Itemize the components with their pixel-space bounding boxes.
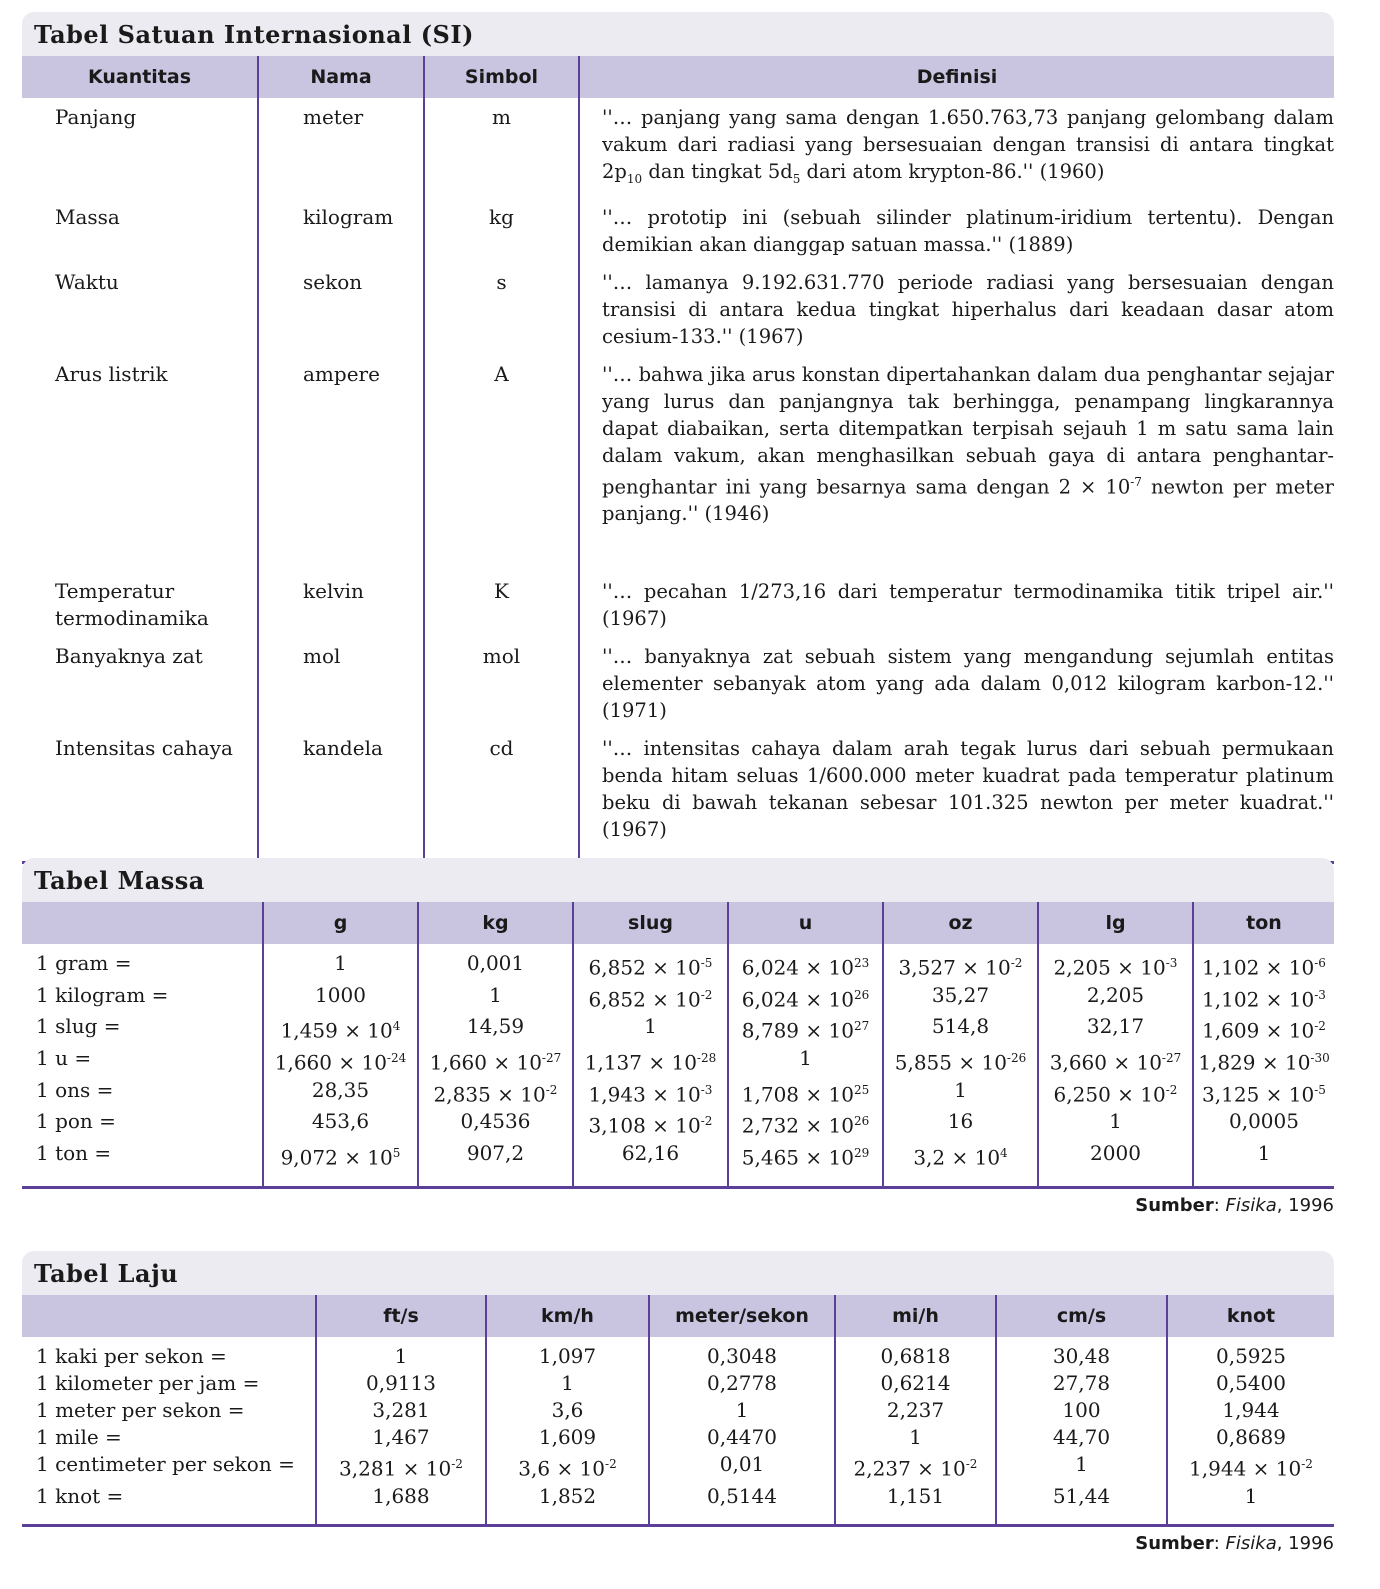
table-row	[22, 1451, 1334, 1483]
table-cell: 1	[883, 1077, 1038, 1109]
source-book: Fisika	[1225, 1194, 1277, 1216]
table-cell: $1,609 \times 10^{-2}$	[1193, 1013, 1334, 1045]
column-header: mi/h	[835, 1295, 996, 1337]
table-row	[22, 982, 1334, 1014]
cell-quantity: Intensitas cahaya	[55, 736, 233, 761]
table-cell: $1,102 \times 10^{-6}$	[1193, 944, 1334, 982]
table-cell: 1,609	[486, 1424, 649, 1451]
row-label: 1 mile =	[36, 1425, 122, 1449]
table-cell: 1000	[263, 982, 418, 1014]
table-row	[22, 1108, 1334, 1140]
cell-name: ampere	[258, 355, 424, 573]
table-cell: $5,855 \times 10^{-26}$	[883, 1045, 1038, 1077]
table-cell: 3,281	[316, 1397, 486, 1424]
table-row	[22, 1077, 1334, 1109]
table-cell: $2,237 \times 10^{-2}$	[835, 1451, 996, 1483]
column-header	[22, 902, 263, 944]
table-cell: 0,001	[418, 944, 573, 982]
cell-symbol: kg	[424, 198, 579, 263]
table-cell: 30,48	[996, 1337, 1167, 1370]
cell-symbol: A	[424, 355, 579, 573]
column-header: g	[263, 902, 418, 944]
column-header: ton	[1193, 902, 1334, 944]
column-header: kg	[418, 902, 573, 944]
header-nama: Nama	[258, 56, 424, 98]
table-cell: 1,688	[316, 1483, 486, 1526]
table-cell: 1,151	[835, 1483, 996, 1526]
source-label: Sumber	[1135, 1194, 1214, 1216]
row-label: 1 kilometer per jam =	[36, 1371, 260, 1395]
table-cell: 2000	[1038, 1140, 1193, 1187]
cell-name: meter	[258, 98, 424, 198]
table-row	[22, 1337, 1334, 1370]
table-row	[22, 1140, 1334, 1187]
table-row	[22, 1424, 1334, 1451]
table-cell: 1	[835, 1424, 996, 1451]
cell-symbol: mol	[424, 637, 579, 729]
column-header: slug	[573, 902, 728, 944]
table-cell: $1,459 \times 10^4$	[263, 1013, 418, 1045]
table-cell: $6,024 \times 10^{26}$	[728, 982, 883, 1014]
table-cell: 3,6	[486, 1397, 649, 1424]
table-cell: $1,660 \times 10^{-24}$	[263, 1045, 418, 1077]
table-cell: $3,6 \times 10^{-2}$	[486, 1451, 649, 1483]
row-label: 1 u =	[36, 1045, 92, 1070]
mass-table-section	[22, 858, 1334, 1216]
table-cell: $5,465 \times 10^{29}$	[728, 1140, 883, 1187]
row-label: 1 kilogram =	[36, 982, 169, 1007]
table-cell: 28,35	[263, 1077, 418, 1109]
cell-name: kandela	[258, 729, 424, 863]
cell-definition: ''… lamanya 9.192.631.770 periode radiasi yang bersesuaian dengan transisi di antara kedua tingkat hiperhalus dari keadaan dasar atom cesium-133.'' (1967)	[579, 263, 1334, 355]
table-cell: 0,5400	[1167, 1370, 1334, 1397]
speed-table-header	[22, 1295, 1334, 1337]
table-cell: 907,2	[418, 1140, 573, 1187]
table-cell: $2,205 \times 10^{-3}$	[1038, 944, 1193, 982]
table-cell: 2,205	[1038, 982, 1193, 1014]
table-cell: 453,6	[263, 1108, 418, 1140]
cell-quantity: Temperatur termodinamika	[55, 579, 209, 631]
column-header: lg	[1038, 902, 1193, 944]
cell-name: kilogram	[258, 198, 424, 263]
table-cell: 0,4536	[418, 1108, 573, 1140]
table-cell: $1,708 \times 10^{25}$	[728, 1077, 883, 1109]
table-cell: $6,852 \times 10^{-2}$	[573, 982, 728, 1014]
table-cell: $9,072 \times 10^5$	[263, 1140, 418, 1187]
cell-quantity: Arus listrik	[55, 361, 168, 386]
table-cell: 1	[996, 1451, 1167, 1483]
source-book: Fisika	[1225, 1532, 1277, 1554]
table-cell: 1	[649, 1397, 835, 1424]
speed-table-title: Tabel Laju	[22, 1251, 1334, 1295]
row-label: 1 ons =	[36, 1077, 114, 1102]
table-row	[22, 355, 1334, 573]
cell-name: mol	[258, 637, 424, 729]
table-cell: $1,943 \times 10^{-3}$	[573, 1077, 728, 1109]
table-cell: 1	[728, 1045, 883, 1077]
table-cell: $3,281 \times 10^{-2}$	[316, 1451, 486, 1483]
column-header: km/h	[486, 1295, 649, 1337]
speed-table-section	[22, 1251, 1334, 1554]
table-cell: $8,789 \times 10^{27}$	[728, 1013, 883, 1045]
table-cell: 514,8	[883, 1013, 1038, 1045]
table-cell: 1,097	[486, 1337, 649, 1370]
table-cell: $6,024 \times 10^{23}$	[728, 944, 883, 982]
speed-table-body	[22, 1337, 1334, 1525]
column-header: cm/s	[996, 1295, 1167, 1337]
table-cell: 14,59	[418, 1013, 573, 1045]
table-cell: 0,0005	[1193, 1108, 1334, 1140]
table-row	[22, 1045, 1334, 1077]
table-cell: 62,16	[573, 1140, 728, 1187]
cell-name: kelvin	[258, 572, 424, 637]
table-cell: 0,3048	[649, 1337, 835, 1370]
table-cell: 1	[573, 1013, 728, 1045]
table-cell: $2,732 \times 10^{26}$	[728, 1108, 883, 1140]
cell-quantity: Panjang	[55, 105, 137, 129]
table-cell: 0,8689	[1167, 1424, 1334, 1451]
row-label: 1 kaki per sekon =	[36, 1344, 227, 1368]
mass-table-header	[22, 902, 1334, 944]
cell-symbol: s	[424, 263, 579, 355]
table-row	[22, 198, 1334, 263]
header-definisi: Definisi	[579, 56, 1334, 98]
header-kuantitas: Kuantitas	[22, 56, 258, 98]
mass-table-body	[22, 944, 1334, 1187]
table-cell: 0,5144	[649, 1483, 835, 1526]
table-cell: 1,852	[486, 1483, 649, 1526]
source-year: , 1996	[1276, 1532, 1334, 1554]
table-cell: $3,125 \times 10^{-5}$	[1193, 1077, 1334, 1109]
mass-table-source: Sumber: Fisika, 1996	[1135, 1194, 1334, 1216]
table-cell: 1,467	[316, 1424, 486, 1451]
source-year: , 1996	[1276, 1194, 1334, 1216]
table-cell: 0,9113	[316, 1370, 486, 1397]
table-cell: $1,660 \times 10^{-27}$	[418, 1045, 573, 1077]
mass-table	[22, 902, 1334, 1189]
header-simbol: Simbol	[424, 56, 579, 98]
table-cell: 32,17	[1038, 1013, 1193, 1045]
table-cell: 0,6214	[835, 1370, 996, 1397]
cell-name: sekon	[258, 263, 424, 355]
table-row	[22, 1483, 1334, 1526]
table-cell: 100	[996, 1397, 1167, 1424]
row-label: 1 pon =	[36, 1109, 116, 1134]
row-label: 1 knot =	[36, 1483, 124, 1508]
table-row	[22, 944, 1334, 982]
column-header: oz	[883, 902, 1038, 944]
column-header: meter/sekon	[649, 1295, 835, 1337]
cell-definition: ''… panjang yang sama dengan 1.650.763,73 panjang gelombang dalam vakum dari radiasi yang bersesuaian dengan transisi di antara tingkat $2p_{10}$ dan tingkat $5d_5$ dari atom krypton-86.'' (1960)	[579, 98, 1334, 198]
table-cell: 0,2778	[649, 1370, 835, 1397]
table-cell: $6,852 \times 10^{-5}$	[573, 944, 728, 982]
table-cell: 51,44	[996, 1483, 1167, 1526]
row-label: 1 slug =	[36, 1014, 121, 1039]
table-cell: $2,835 \times 10^{-2}$	[418, 1077, 573, 1109]
table-cell: $3,660 \times 10^{-27}$	[1038, 1045, 1193, 1077]
speed-table-source: Sumber: Fisika, 1996	[1135, 1532, 1334, 1554]
table-cell: 1	[486, 1370, 649, 1397]
cell-symbol: m	[424, 98, 579, 198]
si-table-section	[22, 12, 1334, 891]
cell-quantity: Waktu	[55, 269, 119, 294]
cell-definition: ''… prototip ini (sebuah silinder platinum-iridium tertentu). Dengan demikian akan dianggap satuan massa.'' (1889)	[579, 198, 1334, 263]
table-cell: $6,250 \times 10^{-2}$	[1038, 1077, 1193, 1109]
column-header: u	[728, 902, 883, 944]
si-table-body	[22, 98, 1334, 863]
table-row	[22, 637, 1334, 729]
table-row	[22, 1370, 1334, 1397]
table-cell: 35,27	[883, 982, 1038, 1014]
cell-definition: ''… bahwa jika arus konstan dipertahankan dalam dua penghantar sejajar yang lurus dan panjangnya tak berhingga, penampang lingkarannya dapat diabaikan, serta ditempatkan terpisah sejauh 1 m satu sama lain dalam vakum, akan menghasilkan sebuah gaya di antara penghantar-penghantar ini yang besarnya sama dengan $2 \times 10^{-7}$ newton per meter panjang.'' (1946)	[579, 355, 1334, 573]
table-cell: 0,6818	[835, 1337, 996, 1370]
row-label: 1 ton =	[36, 1140, 112, 1165]
cell-symbol: K	[424, 572, 579, 637]
table-cell: $3,2 \times 10^4$	[883, 1140, 1038, 1187]
table-cell: 44,70	[996, 1424, 1167, 1451]
table-cell: $1,137 \times 10^{-28}$	[573, 1045, 728, 1077]
mass-table-title: Tabel Massa	[22, 858, 1334, 902]
table-cell: 1	[316, 1337, 486, 1370]
table-row	[22, 729, 1334, 863]
table-cell: 0,5925	[1167, 1337, 1334, 1370]
table-cell: $1,944 \times 10^{-2}$	[1167, 1451, 1334, 1483]
column-header: knot	[1167, 1295, 1334, 1337]
table-cell: 0,4470	[649, 1424, 835, 1451]
table-cell: 0,01	[649, 1451, 835, 1483]
table-row	[22, 572, 1334, 637]
table-cell: 1	[418, 982, 573, 1014]
table-cell: 27,78	[996, 1370, 1167, 1397]
cell-definition: ''… pecahan 1/273,16 dari temperatur termodinamika titik tripel air.'' (1967)	[579, 572, 1334, 637]
cell-symbol: cd	[424, 729, 579, 863]
table-cell: 2,237	[835, 1397, 996, 1424]
table-cell: $3,108 \times 10^{-2}$	[573, 1108, 728, 1140]
row-label: 1 gram =	[36, 951, 132, 975]
table-cell: $1,829 \times 10^{-30}$	[1193, 1045, 1334, 1077]
table-row	[22, 1013, 1334, 1045]
cell-quantity: Massa	[55, 204, 120, 229]
table-cell: 16	[883, 1108, 1038, 1140]
table-cell: $3,527 \times 10^{-2}$	[883, 944, 1038, 982]
cell-definition: ''… intensitas cahaya dalam arah tegak lurus dari sebuah permukaan benda hitam seluas 1/600.000 meter kuadrat pada temperatur platinum beku di bawah tekanan sebesar 101.325 newton per meter kuadrat.'' (1967)	[579, 729, 1334, 863]
table-cell: 1	[1038, 1108, 1193, 1140]
source-label: Sumber	[1135, 1532, 1214, 1554]
row-label: 1 meter per sekon =	[36, 1398, 245, 1422]
table-row	[22, 263, 1334, 355]
table-cell: 1	[1193, 1140, 1334, 1187]
column-header	[22, 1295, 316, 1337]
row-label: 1 centimeter per sekon =	[36, 1452, 295, 1476]
table-cell: $1,102 \times 10^{-3}$	[1193, 982, 1334, 1014]
table-cell: 1	[263, 944, 418, 982]
si-table-header	[22, 56, 1334, 98]
table-row	[22, 98, 1334, 198]
cell-definition: ''… banyaknya zat sebuah sistem yang mengandung sejumlah entitas elementer sebanyak atom yang ada dalam 0,012 kilogram karbon-12.'' (1971)	[579, 637, 1334, 729]
cell-quantity: Banyaknya zat	[55, 644, 203, 669]
si-table	[22, 56, 1334, 864]
si-table-title: Tabel Satuan Internasional (SI)	[22, 12, 1334, 56]
table-row	[22, 1397, 1334, 1424]
table-cell: 1	[1167, 1483, 1334, 1526]
column-header: ft/s	[316, 1295, 486, 1337]
table-cell: 1,944	[1167, 1397, 1334, 1424]
speed-table	[22, 1295, 1334, 1527]
